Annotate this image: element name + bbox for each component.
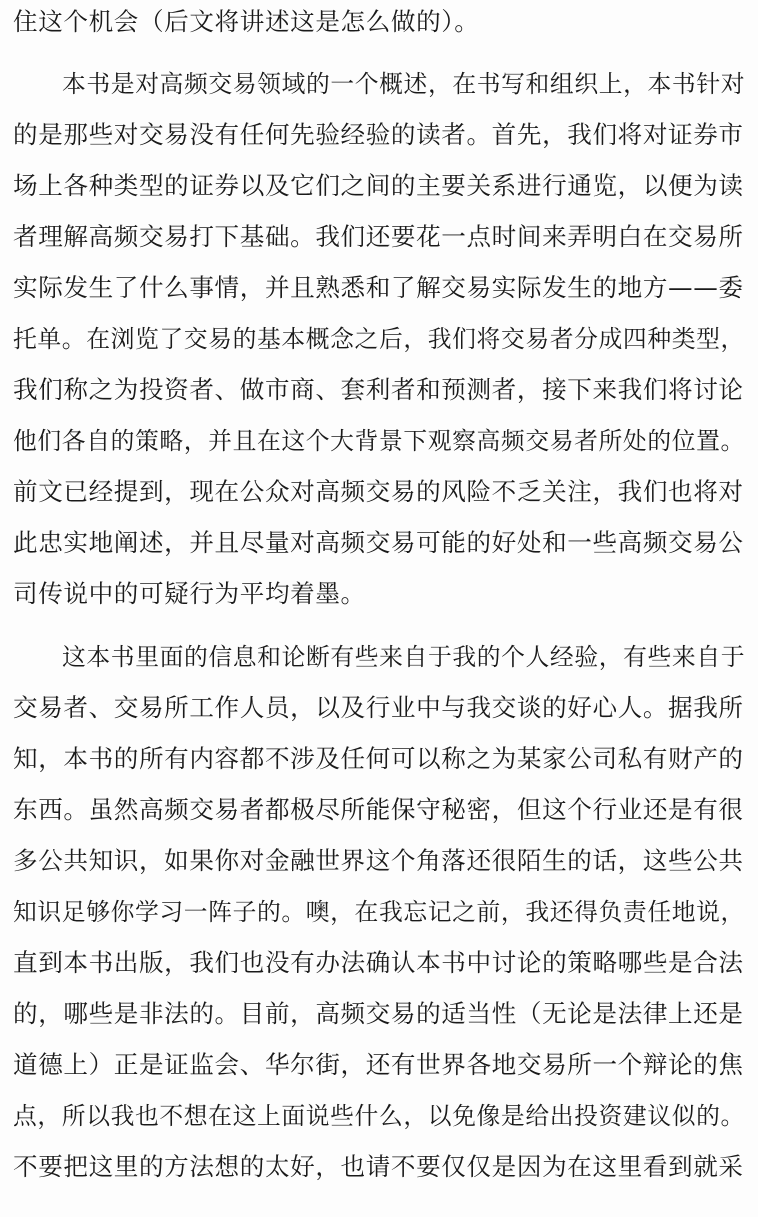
text-line-2: 本书是对高频交易领域的一个概述，在书写和组织上，本书针对 bbox=[62, 70, 746, 98]
text-line-12: 司传说中的可疑行为平均着墨。 bbox=[13, 579, 366, 608]
text-line-15: 知，本书的所有内容都不涉及任何可以称之为某家公司私有财产的 bbox=[13, 744, 744, 773]
text-line-8: 我们称之为投资者、做市商、套利者和预测者，接下来我们将讨论 bbox=[13, 375, 744, 404]
text-line-1: 住这个机会（后文将讲述这是怎么做的）。 bbox=[13, 7, 480, 36]
text-line-6: 实际发生了什么事情，并且熟悉和了解交易实际发生的地方——委 bbox=[13, 273, 744, 302]
text-line-13: 这本书里面的信息和论断有些来自于我的个人经验，有些来自于 bbox=[62, 643, 746, 671]
text-line-20: 的，哪些是非法的。目前，高频交易的适当性（无论是法律上还是 bbox=[13, 999, 744, 1028]
text-line-19: 直到本书出版，我们也没有办法确认本书中讨论的策略哪些是合法 bbox=[13, 948, 744, 977]
text-line-5: 者理解高频交易打下基础。我们还要花一点时间来弄明白在交易所 bbox=[13, 222, 744, 251]
text-line-21: 道德上）正是证监会、华尔街，还有世界各地交易所一个辩论的焦 bbox=[13, 1050, 744, 1079]
text-line-4: 场上各种类型的证券以及它们之间的主要关系进行通览，以便为读 bbox=[13, 171, 744, 200]
text-line-18: 知识足够你学习一阵子的。噢，在我忘记之前，我还得负责任地说， bbox=[13, 898, 745, 926]
text-line-7: 托单。在浏览了交易的基本概念之后，我们将交易者分成四种类型， bbox=[13, 325, 745, 353]
text-line-17: 多公共知识，如果你对金融世界这个角落还很陌生的话，这些公共 bbox=[13, 846, 744, 875]
text-line-10: 前文已经提到，现在公众对高频交易的风险不乏关注，我们也将对 bbox=[13, 477, 744, 506]
text-line-16: 东西。虽然高频交易者都极尽所能保守秘密，但这个行业还是有很 bbox=[13, 795, 744, 824]
text-line-23: 不要把这里的方法想的太好，也请不要仅仅是因为在这里看到就采 bbox=[13, 1152, 744, 1181]
text-line-3: 的是那些对交易没有任何先验经验的读者。首先，我们将对证券市 bbox=[13, 120, 744, 149]
text-line-14: 交易者、交易所工作人员，以及行业中与我交谈的好心人。据我所 bbox=[13, 693, 744, 722]
text-line-11: 此忠实地阐述，并且尽量对高频交易可能的好处和一些高频交易公 bbox=[13, 528, 744, 557]
text-line-22: 点，所以我也不想在这上面说些什么，以免像是给出投资建议似的。 bbox=[13, 1102, 745, 1130]
text-line-9: 他们各自的策略，并且在这个大背景下观察高频交易者所处的位置。 bbox=[13, 427, 745, 455]
